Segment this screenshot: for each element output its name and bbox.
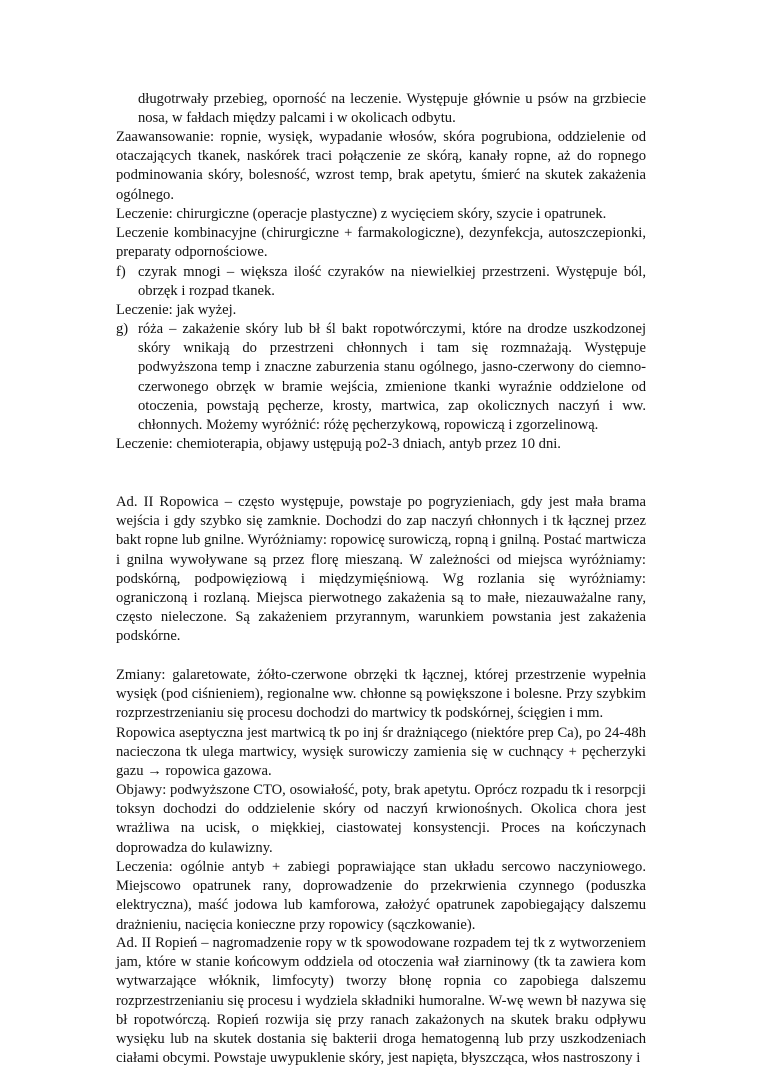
list-marker: g) <box>116 321 129 337</box>
paragraph-objawy: Objawy: podwyższone CTO, osowiałość, poty, brak apetytu. Oprócz rozpadu tk i resorpcji toksyn dochodzi do oddzielenie skóry od naczyń krwionośnych. Okolica chora jest wrażliwa na ucisk, o miękkiej, ciastowatej konsystencji. Proces na kończynach doprowadza do kulawizny. <box>116 782 646 856</box>
paragraph-ropien: Ad. II Ropień – nagromadzenie ropy w tk spowodowane rozpadem tej tk z wytworzeniem jam, które w stanie końcowym oddziela od otoczenia wał ziarninowy (tk ta zawiera kom wytwarzające włóknik, limfocyty) tworzy błonę ropnia co zapobiega dalszemu rozprzestrzenianiu się procesu i wydziela składniki humoralne. W-wę wewn bł nazywa się bł ropotwórczą. Ropień rozwija się przy ranach zakażonych na skutek braku odpływu wysięku lub na skutek dostania się bakterii droga hematogenną lub przy uszkodzeniach ciałami obcymi. Powstaje uwypuklenie skóry, jest napięta, błyszcząca, włos nastroszony i <box>116 935 646 1067</box>
paragraph-continuation: długotrwały przebieg, oporność na leczenie. Występuje głównie u psów na grzbiecie nosa, w fałdach między palcami i w okolicach odbytu. <box>138 91 646 127</box>
list-item-text: róża – zakażenie skóry lub bł śl bakt ropotwórczymi, które na drodze uszkodzonej skóry wnikają do przestrzeni chłonnych i tam się rozmnażają. Występuje podwyższona temp i znaczne zaburzenia stanu ogólnego, jasno-czerwony do ciemno-czerwonego obrzęk w bramie wejścia, zmienione tkanki wyraźnie oddzielone od otoczenia, powstają pęcherze, krosty, martwica, zap okolicznych naczyń i ww. chłonnych. Możemy wyróżnić: różę pęcherzykową, ropowiczą i zgorzelinową. <box>138 321 646 434</box>
paragraph-ropowica-aseptyczna: Ropowica aseptyczna jest martwicą tk po inj śr drażniącego (niektóre prep Ca), po 24-48h nacieczona tk ulega martwicy, wysięk surowiczy zamienia się w cuchnący + pęcherzyki gazu → ropowica gazowa. <box>116 725 646 780</box>
paragraph-leczenie-chemioterapia: Leczenie: chemioterapia, objawy ustępują po2-3 dniach, antyb przez 10 dni. <box>116 436 561 452</box>
list-item-f <box>116 263 646 301</box>
list-item-g <box>116 320 646 435</box>
paragraph-zmiany: Zmiany: galaretowate, żółto-czerwone obrzęki tk łącznej, której przestrzenie wypełnia wysięk (pod ciśnieniem), regionalne ww. chłonne są powiększone i bolesne. Przy szybkim rozprzestrzenianiu się procesu dochodzi do martwicy tk podskórnej, ścięgien i mm. <box>116 667 646 722</box>
list-item-text: czyrak mnogi – większa ilość czyraków na niewielkiej przestrzeni. Występuje ból, obrzęk i rozpad tkanek. <box>138 264 646 300</box>
list-marker: f) <box>116 264 126 280</box>
paragraph-leczenie-jak-wyzej: Leczenie: jak wyżej. <box>116 302 237 318</box>
paragraph-leczenie-chirurgiczne: Leczenie: chirurgiczne (operacje plastyczne) z wycięciem skóry, szycie i opatrunek. <box>116 206 607 222</box>
paragraph-leczenie-kombinacyjne: Leczenie kombinacyjne (chirurgiczne + farmakologiczne), dezynfekcja, autoszczepionki, preparaty odpornościowe. <box>116 225 646 261</box>
paragraph-leczenia: Leczenia: ogólnie antyb + zabiegi poprawiające stan układu sercowo naczyniowego. Miejscowo opatrunek rany, doprowadzenie do przekrwienia czynnego (poduszka elektryczna), maść jodowa lub kamforowa, założyć opatrunek zapobiegający dalszemu drażnieniu, nacięcia konieczne przy ropowicy (sączkowanie). <box>116 859 646 933</box>
paragraph-ropowica: Ad. II Ropowica – często występuje, powstaje po pogryzieniach, gdy jest mała brama wejścia i gdy szybko się zamknie. Dochodzi do zap naczyń chłonnych i tk łącznej przez bakt ropne lub gnilne. Wyróżniamy: ropowicę surowiczą, ropną i gnilną. Postać martwicza i gnilna wywoływane są przez florę mieszaną. W zależności od miejsca wyróżniamy: podskórną, podpowięziową i międzymięśniową. Wg rozlania się wyróżniamy: ograniczoną i rozlaną. Miejsca pierwotnego zakażenia są to małe, niezauważalne rany, często nieleczone. Są zakażeniem przyrannym, warunkiem powstania jest zakażenia podskórne. <box>116 494 646 645</box>
paragraph-zaawansowanie: Zaawansowanie: ropnie, wysięk, wypadanie włosów, skóra pogrubiona, oddzielenie od otaczających tkanek, naskórek traci połączenie ze skórą, kanały ropne, aż do ropnego podminowania skóry, bolesność, wzrost temp, brak apetytu, śmierć na skutek zakażenia ogólnego. <box>116 129 646 203</box>
